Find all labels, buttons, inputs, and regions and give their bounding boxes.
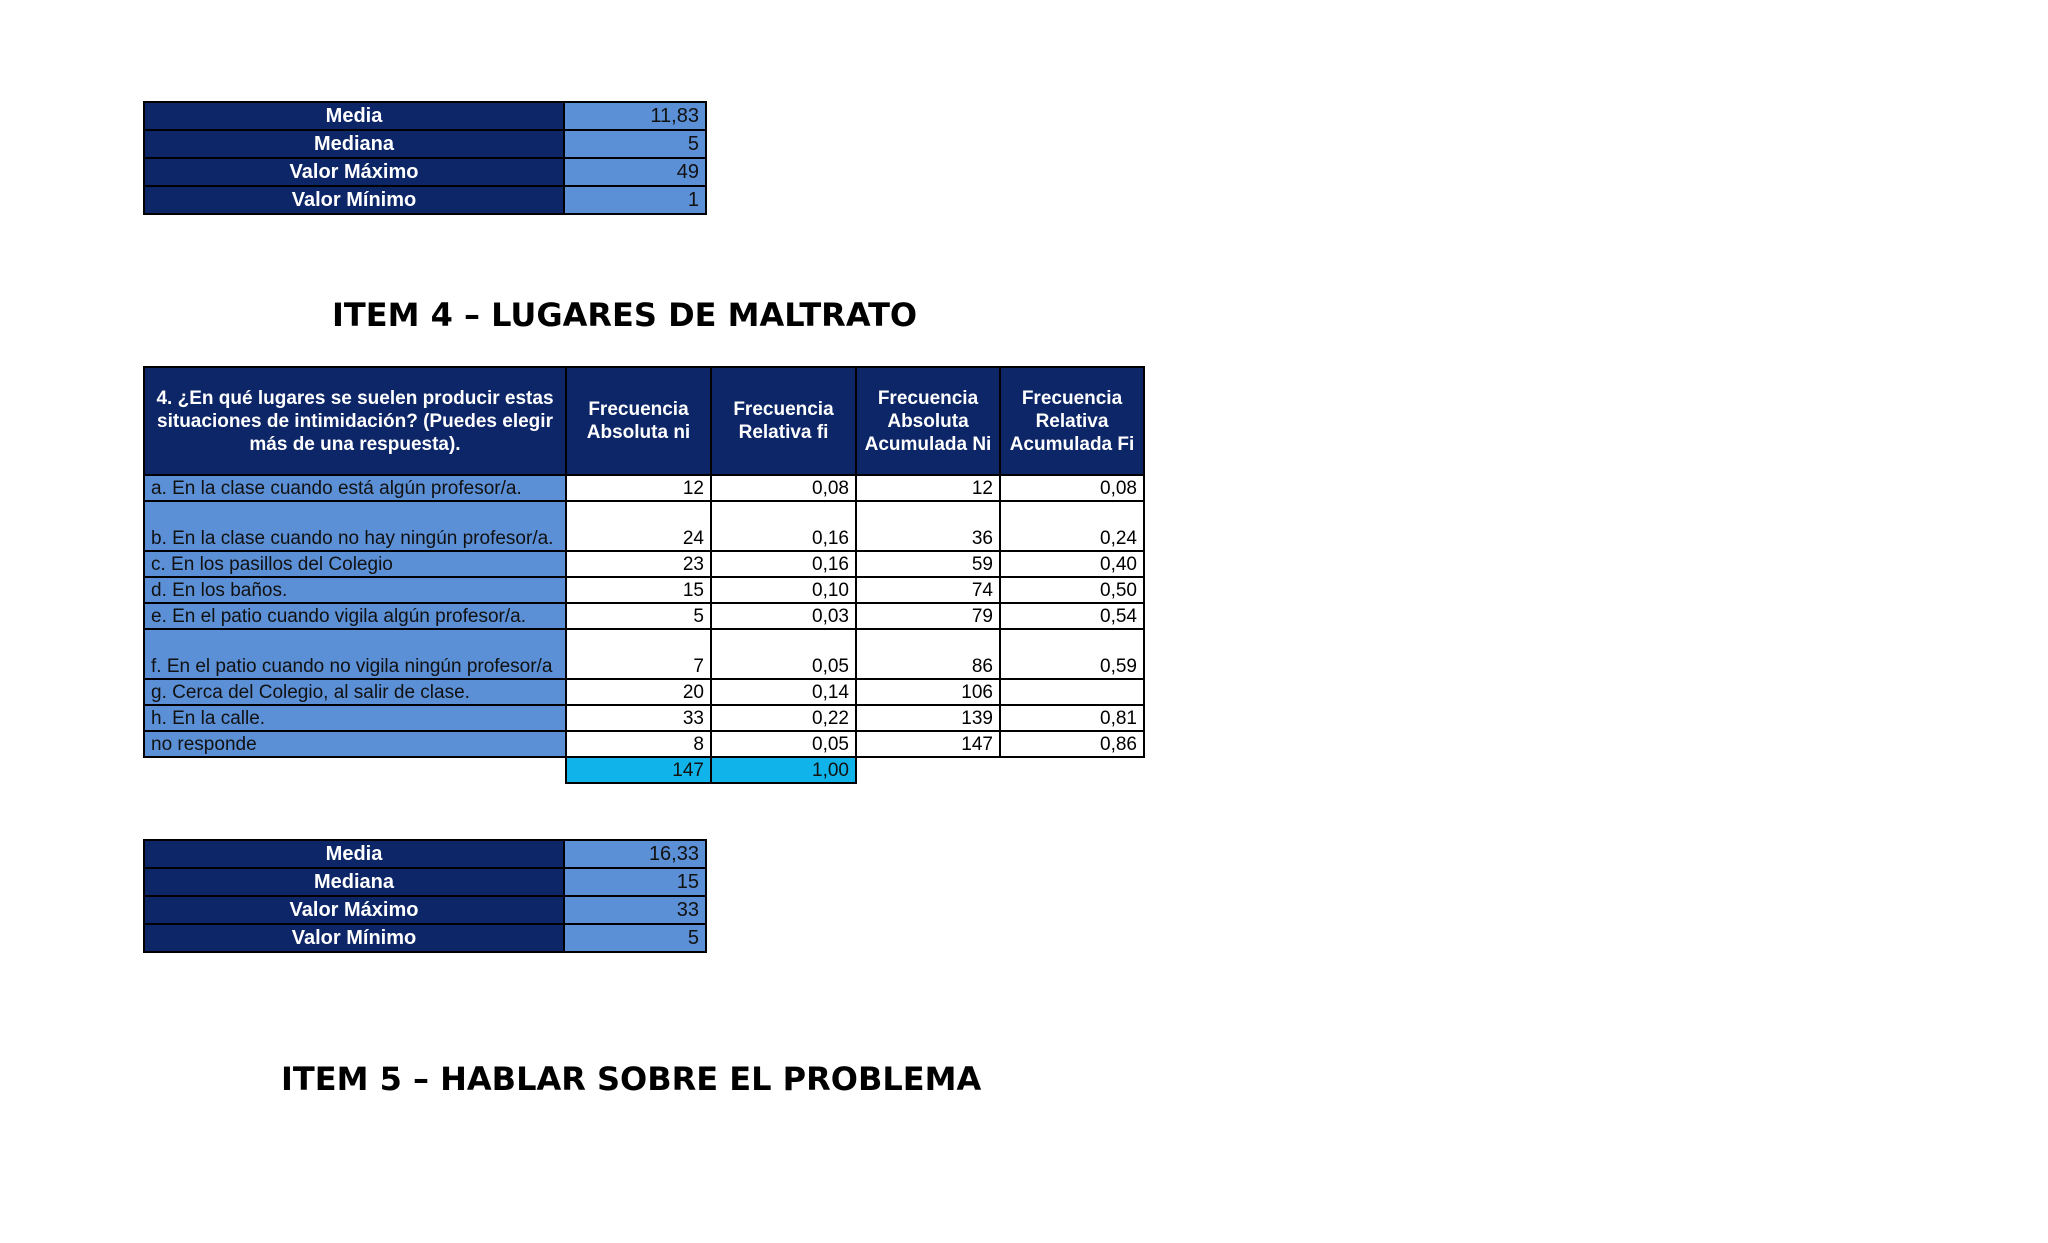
table-row bbox=[144, 603, 1144, 629]
totals-spacer bbox=[144, 757, 566, 783]
stats-value: 11,83 bbox=[564, 102, 706, 130]
total-fi: 1,00 bbox=[711, 757, 856, 783]
stats-value: 5 bbox=[564, 130, 706, 158]
cell-Fi: 0,59 bbox=[1000, 629, 1144, 679]
cell-Ni: 86 bbox=[856, 629, 1000, 679]
cell-fi: 0,10 bbox=[711, 577, 856, 603]
stats-label: Media bbox=[144, 840, 564, 868]
stats-row-mediana bbox=[144, 868, 706, 896]
cell-ni: 23 bbox=[566, 551, 711, 577]
stats-value: 16,33 bbox=[564, 840, 706, 868]
row-label: g. Cerca del Colegio, al salir de clase. bbox=[144, 679, 566, 705]
table-row bbox=[144, 501, 1144, 551]
stats-value: 33 bbox=[564, 896, 706, 924]
cell-Ni: 74 bbox=[856, 577, 1000, 603]
cell-fi: 0,14 bbox=[711, 679, 856, 705]
stats-row-mediana bbox=[144, 130, 706, 158]
totals-spacer bbox=[1000, 757, 1144, 783]
stats-value: 5 bbox=[564, 924, 706, 952]
cell-ni: 7 bbox=[566, 629, 711, 679]
table-header-row bbox=[144, 367, 1144, 475]
cell-ni: 33 bbox=[566, 705, 711, 731]
cell-fi: 0,05 bbox=[711, 731, 856, 757]
row-label: c. En los pasillos del Colegio bbox=[144, 551, 566, 577]
cell-Ni: 106 bbox=[856, 679, 1000, 705]
table-row bbox=[144, 629, 1144, 679]
stats-label: Mediana bbox=[144, 868, 564, 896]
cell-Fi: 0,24 bbox=[1000, 501, 1144, 551]
row-label: e. En el patio cuando vigila algún profesor/a. bbox=[144, 603, 566, 629]
cell-fi: 0,05 bbox=[711, 629, 856, 679]
cell-fi: 0,08 bbox=[711, 475, 856, 501]
cell-Fi: 0,86 bbox=[1000, 731, 1144, 757]
total-ni: 147 bbox=[566, 757, 711, 783]
stats-row-media bbox=[144, 102, 706, 130]
cell-Ni: 36 bbox=[856, 501, 1000, 551]
stats-label: Valor Máximo bbox=[144, 158, 564, 186]
cell-Fi bbox=[1000, 679, 1144, 705]
summary-stats-table-top bbox=[143, 101, 707, 215]
table-row bbox=[144, 705, 1144, 731]
stats-row-minimo bbox=[144, 924, 706, 952]
stats-label: Valor Máximo bbox=[144, 896, 564, 924]
cell-Ni: 139 bbox=[856, 705, 1000, 731]
section-heading-item-4: ITEM 4 – LUGARES DE MALTRATO bbox=[332, 296, 918, 334]
section-heading-item-5: ITEM 5 – HABLAR SOBRE EL PROBLEMA bbox=[281, 1060, 982, 1098]
cell-Ni: 59 bbox=[856, 551, 1000, 577]
column-header-Ni: Frecuencia Absoluta Acumulada Ni bbox=[856, 367, 1000, 475]
table-row bbox=[144, 679, 1144, 705]
stats-row-minimo bbox=[144, 186, 706, 214]
cell-fi: 0,16 bbox=[711, 551, 856, 577]
cell-ni: 12 bbox=[566, 475, 711, 501]
stats-value: 15 bbox=[564, 868, 706, 896]
cell-ni: 5 bbox=[566, 603, 711, 629]
totals-spacer bbox=[856, 757, 1000, 783]
stats-value: 49 bbox=[564, 158, 706, 186]
stats-value: 1 bbox=[564, 186, 706, 214]
stats-label: Media bbox=[144, 102, 564, 130]
cell-Ni: 147 bbox=[856, 731, 1000, 757]
table-row bbox=[144, 731, 1144, 757]
cell-Ni: 79 bbox=[856, 603, 1000, 629]
column-header-ni: Frecuencia Absoluta ni bbox=[566, 367, 711, 475]
stats-label: Mediana bbox=[144, 130, 564, 158]
row-label: f. En el patio cuando no vigila ningún profesor/a bbox=[144, 629, 566, 679]
table-row bbox=[144, 475, 1144, 501]
cell-ni: 20 bbox=[566, 679, 711, 705]
cell-Fi: 0,50 bbox=[1000, 577, 1144, 603]
row-label: no responde bbox=[144, 731, 566, 757]
stats-row-media bbox=[144, 840, 706, 868]
cell-fi: 0,22 bbox=[711, 705, 856, 731]
cell-Ni: 12 bbox=[856, 475, 1000, 501]
row-label: h. En la calle. bbox=[144, 705, 566, 731]
cell-Fi: 0,54 bbox=[1000, 603, 1144, 629]
cell-fi: 0,03 bbox=[711, 603, 856, 629]
cell-fi: 0,16 bbox=[711, 501, 856, 551]
column-header-question: 4. ¿En qué lugares se suelen producir estas situaciones de intimidación? (Puedes elegir más de una respuesta). bbox=[144, 367, 566, 475]
cell-ni: 8 bbox=[566, 731, 711, 757]
column-header-fi: Frecuencia Relativa fi bbox=[711, 367, 856, 475]
column-header-Fi: Frecuencia Relativa Acumulada Fi bbox=[1000, 367, 1144, 475]
cell-Fi: 0,08 bbox=[1000, 475, 1144, 501]
cell-ni: 15 bbox=[566, 577, 711, 603]
stats-label: Valor Mínimo bbox=[144, 924, 564, 952]
cell-Fi: 0,81 bbox=[1000, 705, 1144, 731]
row-label: a. En la clase cuando está algún profesor/a. bbox=[144, 475, 566, 501]
totals-row bbox=[144, 757, 1144, 783]
row-label: b. En la clase cuando no hay ningún profesor/a. bbox=[144, 501, 566, 551]
summary-stats-table-bottom bbox=[143, 839, 707, 953]
cell-ni: 24 bbox=[566, 501, 711, 551]
frequency-table bbox=[143, 366, 1145, 784]
table-row bbox=[144, 577, 1144, 603]
stats-label: Valor Mínimo bbox=[144, 186, 564, 214]
cell-Fi: 0,40 bbox=[1000, 551, 1144, 577]
row-label: d. En los baños. bbox=[144, 577, 566, 603]
stats-row-maximo bbox=[144, 158, 706, 186]
table-row bbox=[144, 551, 1144, 577]
stats-row-maximo bbox=[144, 896, 706, 924]
